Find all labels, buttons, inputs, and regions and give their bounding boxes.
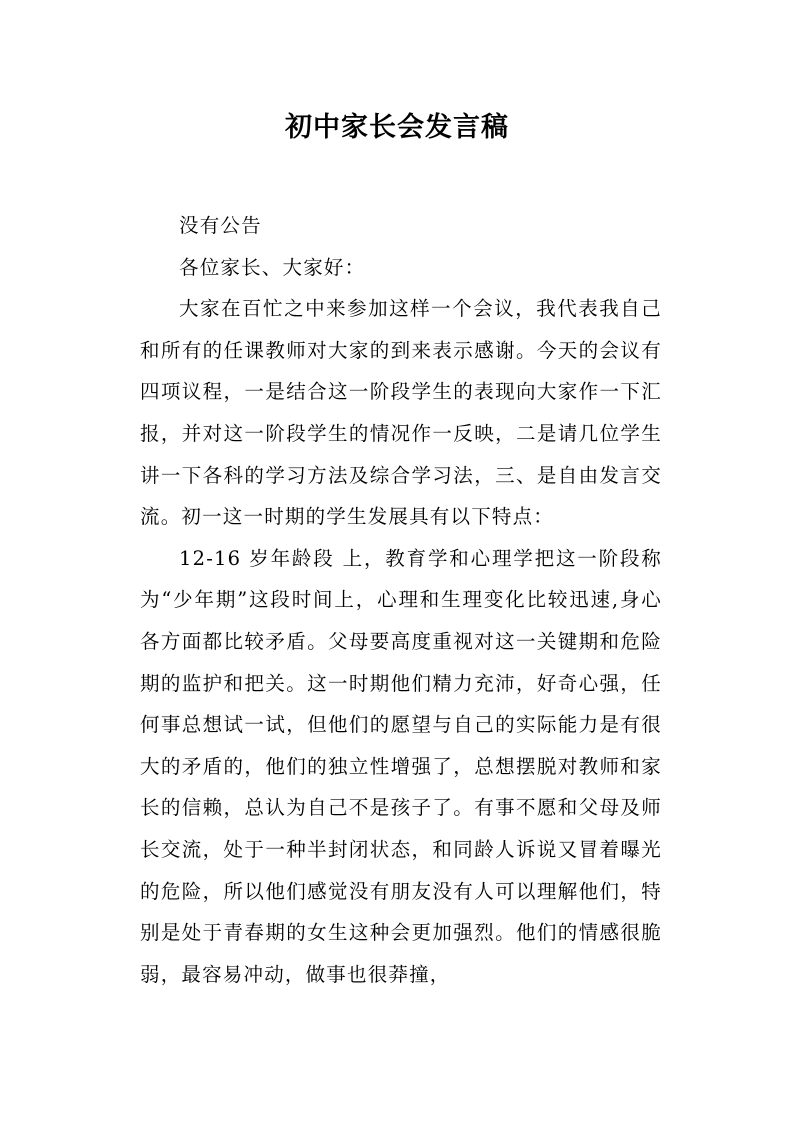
paragraph-greeting: 各位家长、大家好： xyxy=(179,255,366,279)
paragraph-age-characteristics: 12-16 岁年龄段 上，教育学和心理学把这一阶段称为“少年期”这段时间上，心理和生理变化比较迅速,身心各方面都比较矛盾。父母要高度重视对这一关键期和危险期的监护和把关。这一时期他们精力充沛，好奇心强，任何事总想试一试，但他们的愿望与自己的实际能力是有很大的矛盾的，他们的独立性增强了，总想摆脱对教师和家长的信赖，总认为自己不是孩子了。有事不愿和父母及师长交流，处于一种半封闭状态，和同龄人诉说又冒着曝光的危险，所以他们感觉没有朋友没有人可以理解他们，特别是处于青春期的女生这种会更加强烈。他们的情感很脆弱，最容易冲动，做事也很莽撞， xyxy=(140,546,662,986)
document-body xyxy=(140,205,662,995)
page-title: 初中家长会发言稿 xyxy=(285,112,509,143)
paragraph-notice: 没有公告 xyxy=(179,214,262,237)
paragraph-agenda: 大家在百忙之中来参加这样一个会议，我代表我自己和所有的任课教师对大家的到来表示感谢。今天的会议有四项议程，一是结合这一阶段学生的表现向大家作一下汇报，并对这一阶段学生的情况作一反映，二是请几位学生讲一下各科的学习方法及综合学习法，三、是自由发言交流。初一这一时期的学生发展具有以下特点： xyxy=(140,297,662,529)
